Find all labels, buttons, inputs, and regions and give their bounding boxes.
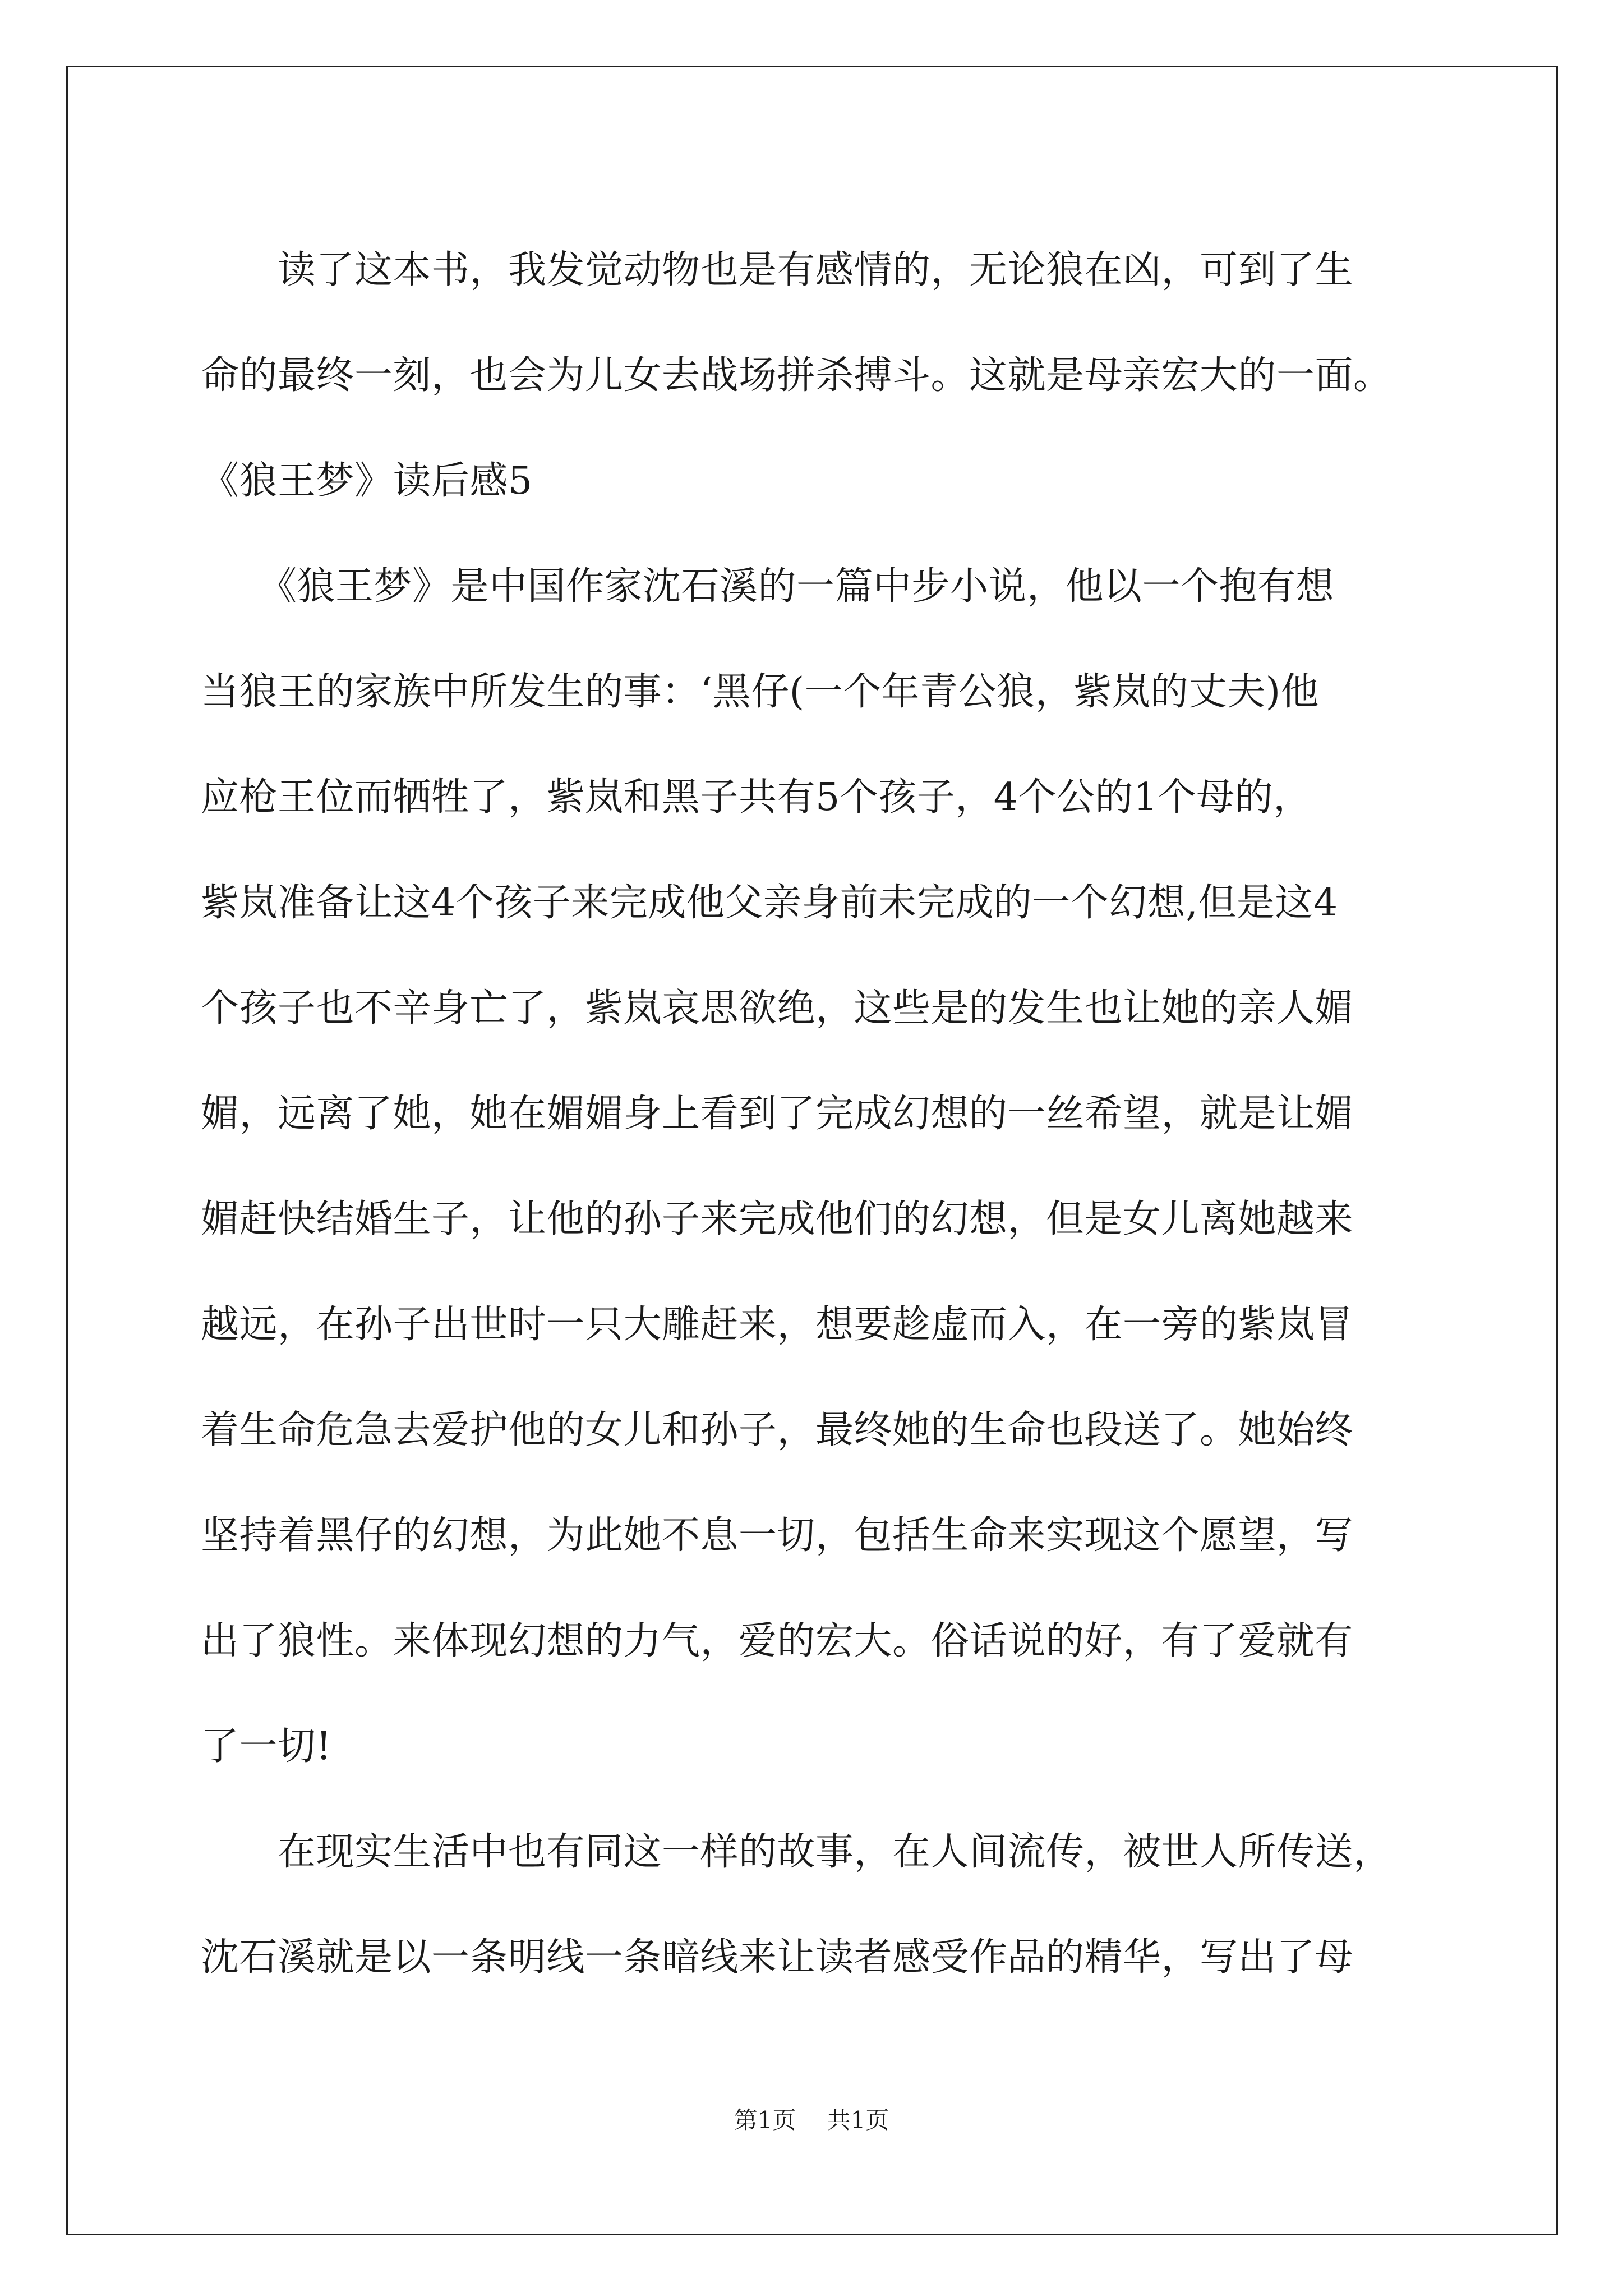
text-line: 沈石溪就是以一条明线一条暗线来让读者感受作品的精华，写出了母 xyxy=(201,1935,1354,1980)
text-line: 读了这本书，我发觉动物也是有感情的，无论狼在凶，可到了生 xyxy=(201,248,1354,292)
text-line: 出了狼性。来体现幻想的力气，爱的宏大。俗话说的好，有了爱就有 xyxy=(201,1619,1354,1663)
text-line: 命的最终一刻，也会为儿女去战场拼杀搏斗。这就是母亲宏大的一面。 xyxy=(201,353,1392,398)
page-footer: 第1页 共1页 xyxy=(734,2106,889,2134)
text-line: 坚持着黑仔的幻想，为此她不息一切，包括生命来实现这个愿望，写 xyxy=(201,1513,1354,1558)
text-line: 媚赶快结婚生子，让他的孙子来完成他们的幻想，但是女儿离她越来 xyxy=(201,1197,1354,1241)
text-line: 了一切! xyxy=(201,1724,332,1769)
text-line: 在现实生活中也有同这一样的故事，在人间流传，被世人所传送， xyxy=(201,1830,1392,1874)
text-line: 媚，远离了她，她在媚媚身上看到了完成幻想的一丝希望，就是让媚 xyxy=(201,1092,1354,1136)
text-line: 《狼王梦》是中国作家沈石溪的一篇中步小说，他以一个抱有想 xyxy=(201,564,1335,609)
text-line: 着生命危急去爱护他的女儿和孙子，最终她的生命也段送了。她始终 xyxy=(201,1408,1354,1452)
text-line: 个孩子也不辛身亡了，紫岚哀思欲绝，这些是的发生也让她的亲人媚 xyxy=(201,986,1354,1030)
text-line: 越远，在孙子出世时一只大雕赶来，想要趁虚而入，在一旁的紫岚冒 xyxy=(201,1303,1354,1347)
section-heading: 《狼王梦》读后感5 xyxy=(201,459,533,503)
text-line: 应枪王位而牺牲了，紫岚和黑子共有5个孩子，4个公的1个母的， xyxy=(201,775,1312,820)
text-line: 紫岚准备让这4个孩子来完成他父亲身前未完成的一个幻想,但是这4 xyxy=(201,881,1338,925)
text-line: 当狼王的家族中所发生的事：‘黑仔(一个年青公狼，紫岚的丈夫)他 xyxy=(201,670,1320,714)
document-body xyxy=(201,218,1435,2010)
